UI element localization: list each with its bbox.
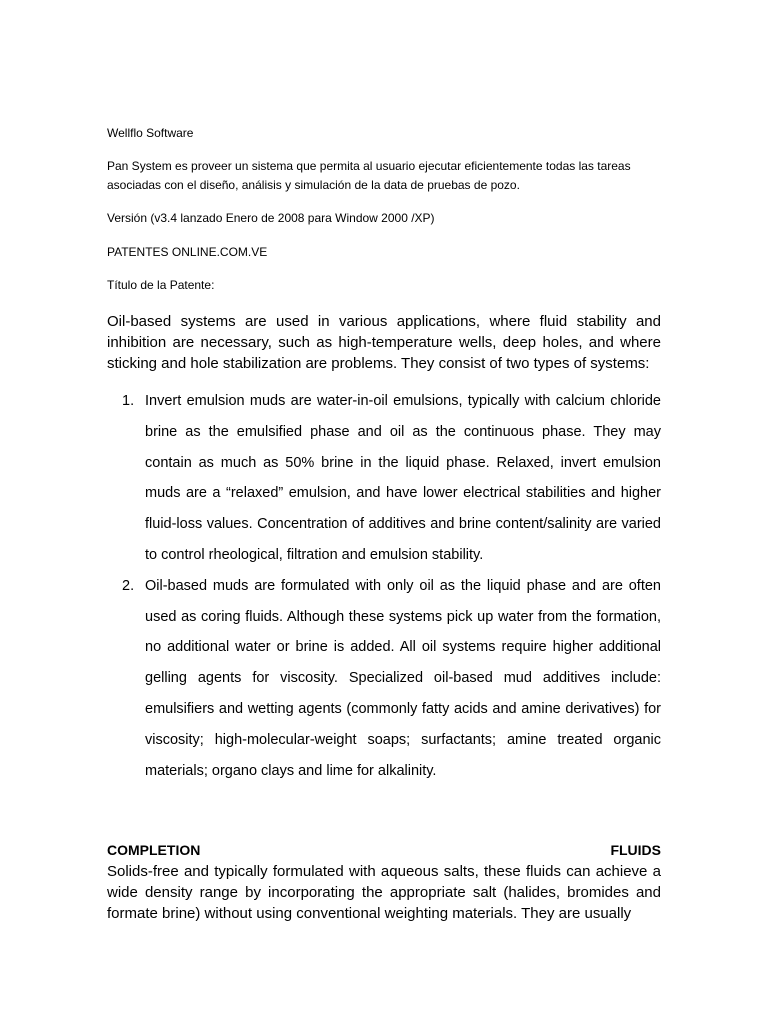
list-item xyxy=(107,386,661,571)
doc-title: Wellflo Software xyxy=(107,126,194,140)
patent-title-label: Título de la Patente: xyxy=(107,278,215,292)
doc-source: PATENTES ONLINE.COM.VE xyxy=(107,245,268,259)
doc-description: Pan System es proveer un sistema que permita al usuario ejecutar eficientemente todas las tareas asociadas con el diseño, análisis y simulación de la data de pruebas de pozo. xyxy=(107,159,631,192)
intro-paragraph: Oil-based systems are used in various applications, where fluid stability and inhibition are necessary, such as high-temperature wells, deep holes, and where sticking and hole stabilization are problems. They consist of two types of systems: xyxy=(107,313,661,372)
completion-fluids-paragraph: Solids-free and typically formulated with aqueous salts, these fluids can achieve a wide density range by incorporating the appropriate salt (halides, bromides and formate brine) without using conventional weighting materials. They are usually xyxy=(107,863,661,922)
list-item-text: Invert emulsion muds are water-in-oil emulsions, typically with calcium chloride brine as the emulsified phase and oil as the continuous phase. They may contain as much as 50% brine in the liquid phase. Relaxed, invert emulsion muds are a “relaxed” emulsion, and have lower electrical stabilities and higher fluid-loss values. Concentration of additives and brine content/salinity are varied to control rheological, filtration and emulsion stability. xyxy=(145,393,661,563)
systems-list xyxy=(107,386,661,786)
list-item xyxy=(107,571,661,787)
section-heading xyxy=(107,840,661,861)
list-item-text: Oil-based muds are formulated with only oil as the liquid phase and are often used as coring fluids. Although these systems pick up water from the formation, no additional water or brine is added. All oil systems require higher additional gelling agents for viscosity. Specialized oil-based mud additives include: emulsifiers and wetting agents (commonly fatty acids and amine derivatives) for viscosity; high-molecular-weight soaps; surfactants; amine treated organic materials; organo clays and lime for alkalinity. xyxy=(145,577,661,779)
list-item-number: 2. xyxy=(122,577,135,594)
list-item-number: 1. xyxy=(122,393,135,409)
section-heading-right: FLUIDS xyxy=(610,842,661,858)
section-heading-left: COMPLETION xyxy=(107,842,201,858)
doc-version: Versión (v3.4 lanzado Enero de 2008 para Window 2000 /XP) xyxy=(107,211,435,225)
